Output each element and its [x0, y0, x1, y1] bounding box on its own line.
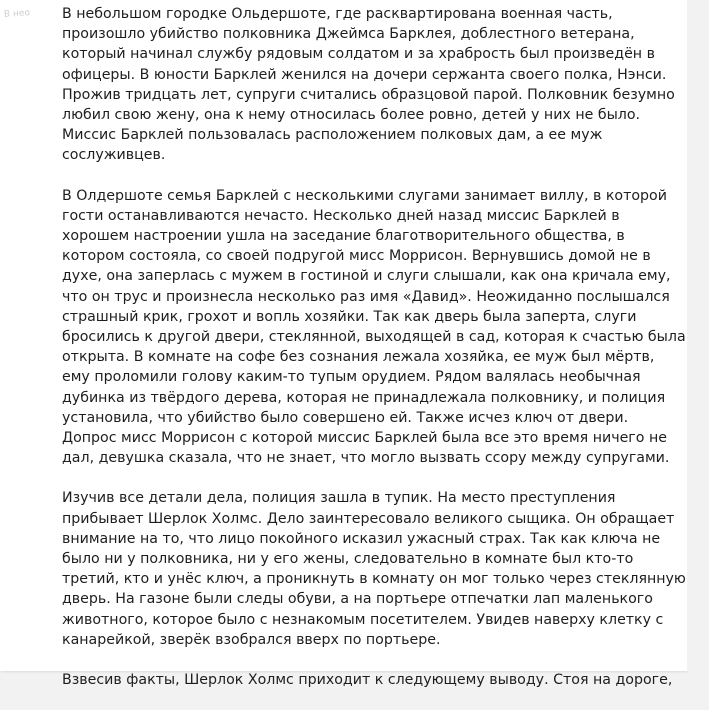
paragraph-1: В небольшом городке Ольдершоте, где расквартирована военная часть, произошло убийство полковника Джеймса Барклея, доблестного ветерана, который начинал службу рядовым солдатом и за храбрость был произведён в офицеры. В юности Барклей женился на дочери сержанта своего полка, Нэнси. Прожив тридцать лет, супруги считались образцовой парой. Полковник безумно любил свою жену, она к нему относилась более ровно, детей у них не было. Миссис Барклей пользовалась расположением полковых дам, а ее муж сослуживцев. [62, 6, 675, 164]
paragraph-3: Изучив все детали дела, полиция зашла в тупик. На место преступления прибывает Шерлок Холмс. Дело заинтересовало великого сыщика. Он обращает внимание на то, что лицо покойного исказил ужасный страх. Так как ключа не было ни у полковника, ни у его жены, следовательно в комнате был кто-то третий, кто и унёс ключ, а проникнуть в комнату он мог только через стеклянную дверь. На газоне были следы обуви, а на портьере отпечатки лап маленького животного, которое было с незнакомым посетителем. Увидев наверху клетку с канарейкой, зверёк взобрался вверх по портьере. [62, 490, 686, 648]
paragraph-2: В Олдершоте семья Барклей с несколькими слугами занимает виллу, в которой гости останавливаются нечасто. Несколько дней назад миссис Барклей в хорошем настроении ушла на заседание благотворительного общества, в котором состояла, со своей подругой мисс Моррисон. Вернувшись домой не в духе, она заперлась с мужем в гостиной и слуги слышали, как она кричала ему, что он трус и произнесла несколько раз имя «Давид». Неожиданно послышался страшный крик, грохот и вопль хозяйки. Так как дверь была заперта, слуги бросились к другой двери, стеклянной, выходящей в сад, которая к счастью была открыта. В комнате на софе без сознания лежала хозяйка, ее муж был мёртв, ему проломили голову каким-то тупым орудием. Рядом валялась необычная дубинка из твёрдого дерева, которая не принадлежала полковнику, и полиция установила, что убийство было совершено ей. Также исчез ключ от двери. Допрос мисс Моррисон с которой миссис Барклей была все это время ничего не дал, девушка сказала, что не знает, что могло вызвать ссору между супругами. [62, 187, 686, 467]
paragraph-4: Взвесив факты, Шерлок Холмс приходит к следующему выводу. Стоя на дороге, [62, 672, 673, 689]
article-body [62, 4, 686, 710]
faded-overlay-text: В нео [3, 8, 31, 20]
page-side-margin [687, 0, 709, 671]
